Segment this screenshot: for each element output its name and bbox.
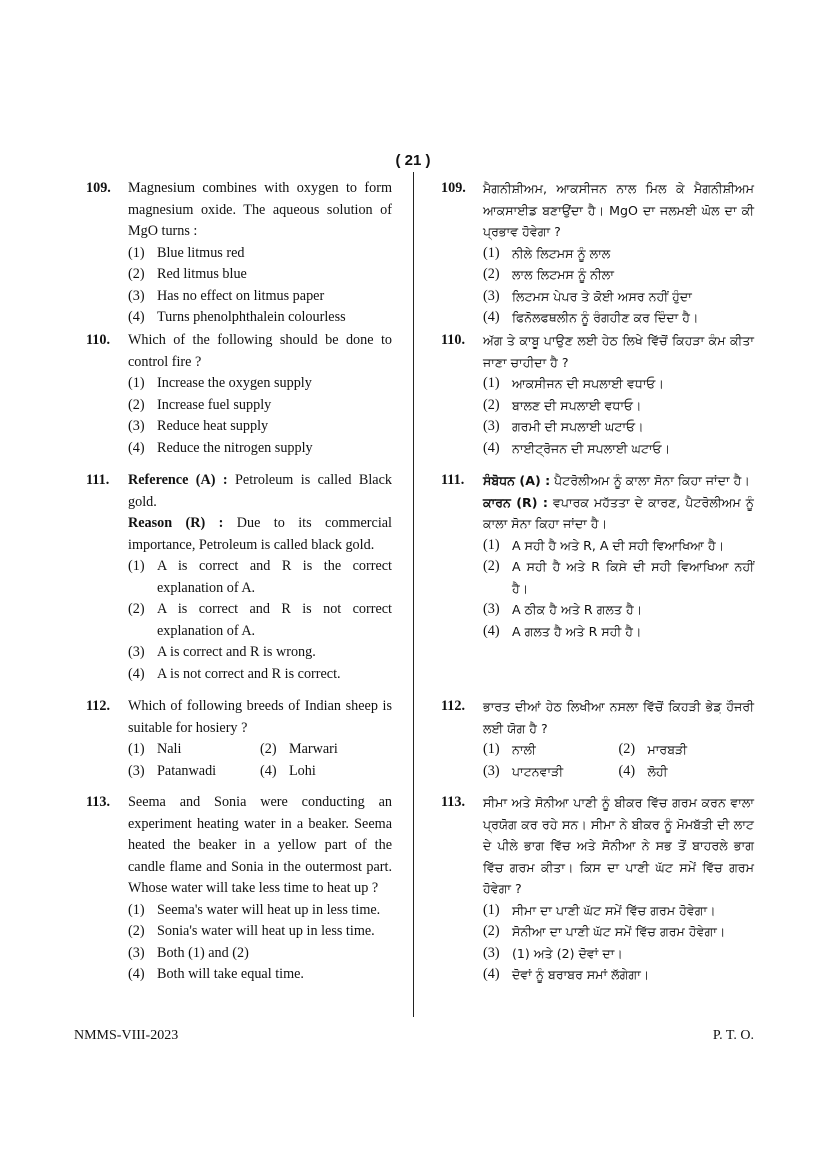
question-stem: ਭਾਰਤ ਦੀਆਂ ਹੇਠ ਲਿਖੀਆ ਨਸਲਾ ਵਿੱਚੋਂ ਕਿਹੜੀ ਭੇਡ਼ ਹੌਜਰੀ ਲਈ ਯੋਗ ਹੈ ? [483, 699, 754, 736]
question-number: 109. [441, 180, 466, 196]
option: (2) ਲਾਲ ਲਿਟਮਸ ਨੂੰ ਨੀਲਾ [483, 266, 614, 282]
option: (3) (1) ਅਤੇ (2) ਦੋਵਾਂ ਦਾ। [483, 944, 623, 961]
reason: ਕਾਰਨ (R) : ਵਪਾਰਕ ਮਹੱਤਤਾ ਦੇ ਕਾਰਣ, ਪੈਟਰੋਲੀਅਮ ਨੂੰ ਕਾਲਾ ਸੋਨਾ ਕਿਹਾ ਜਾਂਦਾ ਹੈ। [483, 494, 754, 531]
option: (1) ਨੀਲੇ ਲਿਟਮਸ ਨੂੰ ਲਾਲ [483, 244, 611, 261]
option: (3) ਗਰਮੀ ਦੀ ਸਪਲਾਈ ਘਟਾਓ। [483, 418, 644, 434]
option: (1) ਸੀਮਾ ਦਾ ਪਾਣੀ ਘੱਟ ਸਮੇਂ ਵਿੱਚ ਗਰਮ ਹੋਵੇਗਾ। [483, 901, 716, 918]
option: (3) Patanwadi [128, 762, 217, 779]
option: (1) ਆਕਸੀਜਨ ਦੀ ਸਪਲਾਈ ਵਧਾਓ। [483, 375, 664, 391]
option: (4) Lohi [260, 762, 316, 779]
question-stem: Seema and Sonia were conducting an experiment heating water in a beaker. Seema heated the beaker in a yellow part of the candle flame and Sonia in the outermost part. Whose water will take less time to heat up ? [128, 794, 392, 896]
question-number: 112. [441, 698, 466, 714]
question-112-pa [441, 696, 754, 792]
column-divider [413, 172, 414, 1017]
option: (3) Has no effect on litmus paper [128, 287, 325, 304]
option: (2) A is correct and R is not correct explanation of A. [128, 601, 392, 639]
question-110-pa [441, 330, 754, 470]
option: (4) Reduce the nitrogen supply [128, 439, 313, 456]
option: (3) Both (1) and (2) [128, 944, 249, 961]
question-109-en [86, 178, 392, 330]
option: (2) ਬਾਲਣ ਦੀ ਸਪਲਾਈ ਵਧਾਓ। [483, 396, 642, 413]
option: (4) ਦੋਵਾਂ ਨੂੰ ਬਰਾਬਰ ਸਮਾਂ ਲੱਗੇਗਾ। [483, 966, 650, 982]
question-stem: Magnesium combines with oxygen to form magnesium oxide. The aqueous solution of MgO turns : [128, 180, 392, 239]
question-110-en [86, 330, 392, 470]
question-number: 112. [86, 698, 111, 714]
option: (1) Nali [128, 741, 182, 757]
option: (3) ਲਿਟਮਸ ਪੇਪਰ ਤੇ ਕੋਈ ਅਸਰ ਨਹੀਂ ਹੁੰਦਾ [483, 287, 692, 304]
please-turn-over: P. T. O. [712, 1028, 754, 1043]
option: (1) Blue litmus red [128, 244, 245, 261]
question-number: 111. [86, 472, 110, 488]
question-stem: Which of the following should be done to control fire ? [128, 332, 392, 370]
question-109-pa [441, 178, 754, 330]
option: (4) A is not correct and R is correct. [128, 665, 341, 682]
question-number: 113. [441, 794, 466, 810]
option: (3) ਪਾਟਨਵਾੜੀ [483, 762, 564, 779]
question-113-en [86, 792, 392, 986]
option: (1) ਨਾਲੀ [483, 741, 536, 757]
option: (4) Turns phenolphthalein colourless [128, 309, 346, 325]
option: (2) A ਸਹੀ ਹੈ ਅਤੇ R ਕਿਸੇ ਦੀ ਸਹੀ ਵਿਆਖਿਆ ਨਹੀਂ ਹੈ। [483, 558, 754, 596]
option: (2) ਮਾਰਬੜੀ [618, 741, 688, 757]
option: (1) A ਸਹੀ ਹੈ ਅਤੇ R, A ਦੀ ਸਹੀ ਵਿਆਖਿਆ ਹੈ। [483, 536, 725, 553]
option: (4) ਨਾਈਟ੍ਰੋਜਨ ਦੀ ਸਪਲਾਈ ਘਟਾਓ। [483, 439, 671, 456]
option: (1) Seema's water will heat up in less time. [128, 901, 381, 918]
question-number: 109. [86, 180, 111, 196]
option: (2) Increase fuel supply [128, 396, 272, 413]
reason: Reason (R) : Due to its commercial importance, Petroleum is called black gold. [128, 515, 392, 553]
question-stem: ਅੱਗ ਤੇ ਕਾਬੂ ਪਾਉਣ ਲਈ ਹੇਠ ਲਿਖੇ ਵਿੱਚੋਂ ਕਿਹੜਾ ਕੰਮ ਕੀਤਾ ਜਾਣਾ ਚਾਹੀਦਾ ਹੈ ? [483, 333, 754, 370]
question-number: 110. [441, 332, 466, 348]
question-stem: ਮੈਗਨੀਸ਼ੀਅਮ, ਆਕਸੀਜਨ ਨਾਲ ਮਿਲ ਕੇ ਮੈਗਨੀਸ਼ੀਅਮ ਆਕਸਾਈਡ ਬਣਾਉਂਦਾ ਹੈ। MgO ਦਾ ਜਲਮਈ ਘੋਲ ਦਾ ਕੀ ਪ੍ਰਭਾਵ ਹੋਵੇਗਾ ? [483, 181, 754, 239]
question-number: 111. [441, 472, 465, 488]
option: (2) Red litmus blue [128, 266, 247, 282]
exam-code: NMMS-VIII-2023 [74, 1028, 179, 1043]
question-111-en [86, 470, 392, 696]
question-111-pa [441, 470, 754, 696]
option: (1) Increase the oxygen supply [128, 375, 312, 391]
assertion: ਸੰਬੋਧਨ (A) : ਪੈਟਰੋਲੀਅਮ ਨੂੰ ਕਾਲਾ ਸੋਨਾ ਕਿਹਾ ਜਾਂਦਾ ਹੈ। [483, 473, 750, 488]
option: (4) ਲੋਹੀ [618, 762, 668, 779]
option: (4) Both will take equal time. [128, 966, 304, 982]
option: (4) A ਗਲਤ ਹੈ ਅਤੇ R ਸਹੀ ਹੈ। [483, 622, 642, 639]
option: (4) ਫਿਨੋਲਫਥਲੀਨ ਨੂੰ ਰੰਗਹੀਣ ਕਰ ਦਿੰਦਾ ਹੈ। [483, 309, 699, 325]
question-113-pa [441, 792, 754, 986]
option: (2) ਸੋਨੀਆ ਦਾ ਪਾਣੀ ਘੱਟ ਸਮੇਂ ਵਿੱਚ ਗਰਮ ਹੋਵੇਗਾ। [483, 923, 726, 939]
option: (2) Sonia's water will heat up in less time. [128, 923, 375, 939]
page-number: ( 21 ) [395, 152, 431, 169]
option: (3) Reduce heat supply [128, 418, 269, 434]
option: (3) A is correct and R is wrong. [128, 644, 316, 660]
question-stem: Which of following breeds of Indian sheep is suitable for hosiery ? [128, 698, 392, 736]
option: (2) Marwari [260, 741, 338, 757]
question-number: 113. [86, 794, 111, 810]
question-112-en [86, 696, 392, 792]
option: (1) A is correct and R is the correct explanation of A. [128, 558, 392, 596]
assertion: Reference (A) : Petroleum is called Black gold. [128, 472, 392, 510]
question-number: 110. [86, 332, 111, 348]
english-column [86, 178, 392, 986]
option: (3) A ਠੀਕ ਹੈ ਅਤੇ R ਗਲਤ ਹੈ। [483, 601, 643, 617]
question-stem: ਸੀਮਾ ਅਤੇ ਸੋਨੀਆ ਪਾਣੀ ਨੂੰ ਬੀਕਰ ਵਿੱਚ ਗਰਮ ਕਰਨ ਵਾਲਾ ਪ੍ਰਯੋਗ ਕਰ ਰਹੇ ਸਨ। ਸੀਮਾ ਨੇ ਬੀਕਰ ਨੂੰ ਮੋਮਬੱਤੀ ਦੀ ਲਾਟ ਦੇ ਪੀਲੇ ਭਾਗ ਵਿੱਚ ਅਤੇ ਸੋਨੀਆ ਨੇ ਸਭ ਤੋਂ ਬਾਹਰਲੇ ਭਾਗ ਵਿੱਚ ਗਰਮ ਕੀਤਾ। ਕਿਸ ਦਾ ਪਾਣੀ ਘੱਟ ਸਮੇਂ ਵਿੱਚ ਗਰਮ ਹੋਵੇਗਾ ? [483, 795, 754, 896]
punjabi-column [441, 178, 754, 986]
